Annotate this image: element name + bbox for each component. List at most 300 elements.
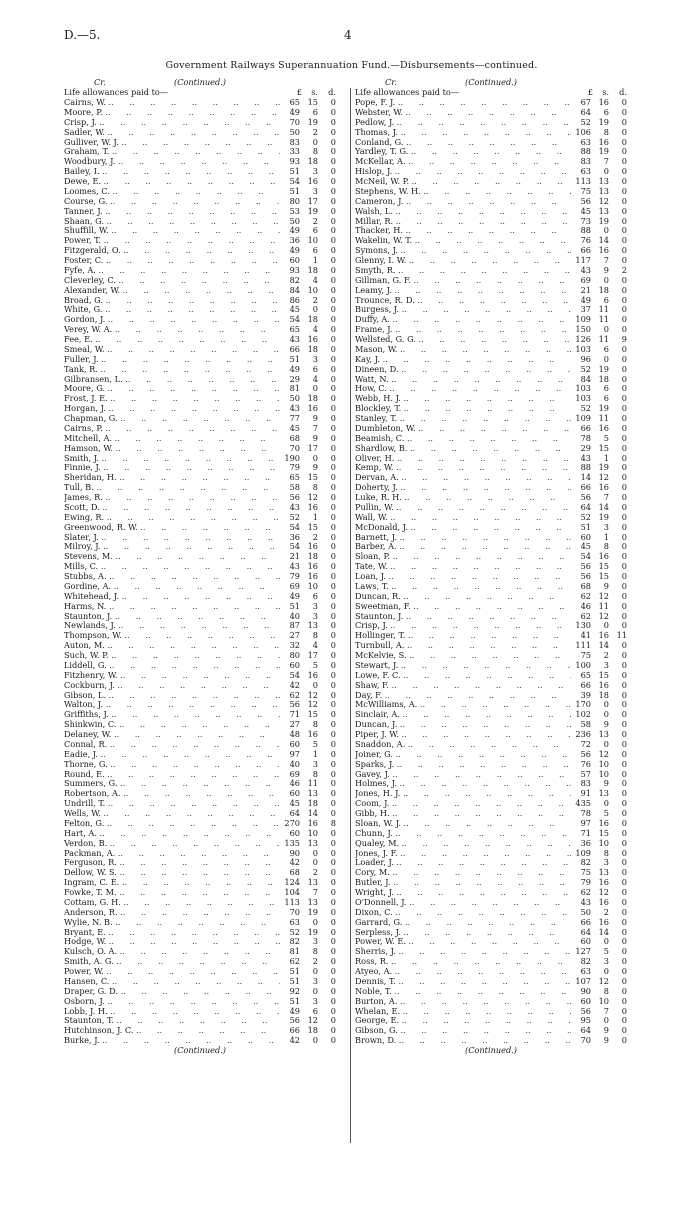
amount-pounds: 135 [280,839,300,849]
amount-pounds: 60 [571,533,591,543]
amount-shillings: 16 [598,877,609,888]
payee-name: Bailey, I. .. [64,167,280,177]
amount-pounds: 65 [280,98,300,108]
table-row [355,937,645,947]
payee-name: Hart, A. .. [64,829,280,839]
table-row [355,523,645,533]
amount-shillings: 9 [603,1025,609,1036]
amount-pounds: 45 [280,799,300,809]
amount-pounds: 60 [280,789,300,799]
amount-pence: 0 [330,1025,336,1036]
column-footer [64,1046,354,1056]
amount-pounds: 130 [571,621,591,631]
amount-shillings: 16 [598,679,609,690]
amount-shillings: 18 [307,551,318,562]
amount-pounds: 51 [571,523,591,533]
table-row [64,621,354,631]
table-row [355,98,645,108]
amount-pence: 0 [330,166,336,177]
amount-pence: 0 [621,778,627,789]
table-row [355,345,645,355]
amount-pence: 0 [621,551,627,562]
amount-pence: 0 [621,1025,627,1036]
payee-name: Scott, D. .. [64,503,280,513]
continued-footer: (Continued.) [174,1045,226,1055]
amount-pounds: 113 [571,177,591,187]
amount-pounds: 43 [280,503,300,513]
amount-shillings: 0 [312,985,318,996]
payee-name: O'Donnell, J. .. [355,898,571,908]
amount-shillings: 5 [312,659,318,670]
amount-pounds: 190 [280,454,300,464]
amount-shillings: 11 [598,334,609,344]
amount-pounds: 104 [280,888,300,898]
amount-pounds: 87 [280,621,300,631]
table-row [64,928,354,938]
table-row [355,691,645,701]
amount-shillings: 19 [598,462,609,473]
amount-pence: 0 [621,422,627,433]
amount-pounds: 43 [280,562,300,572]
amount-pence: 0 [330,442,336,453]
amount-pence: 0 [621,975,627,986]
amount-pence: 0 [330,936,336,947]
amount-pounds: 88 [571,226,591,236]
amount-pence: 0 [330,304,336,315]
amount-pounds: 36 [571,839,591,849]
amount-pounds: 71 [571,829,591,839]
table-row [355,977,645,987]
amount-pence: 0 [330,946,336,957]
table-row [64,138,354,148]
amount-pounds: 14 [571,473,591,483]
payee-name: Thompson, W. .. [64,631,280,641]
amount-shillings: 13 [598,185,609,196]
table-row [355,533,645,543]
amount-pounds: 63 [571,967,591,977]
amount-pounds: 83 [571,157,591,167]
amount-pence: 0 [621,106,627,117]
amount-shillings: 0 [603,353,609,364]
amount-pounds: 62 [280,957,300,967]
page-number: 4 [344,28,352,42]
amount-pence: 0 [330,106,336,117]
amount-pounds: 109 [571,414,591,424]
amount-pence: 0 [330,590,336,601]
amount-shillings: 15 [307,472,318,483]
amount-shillings: 1 [312,511,318,522]
table-row [64,266,354,276]
payee-name: Sloan, P. .. [355,552,571,562]
table-row [64,602,354,612]
amount-pounds: 42 [280,858,300,868]
amount-shillings: 16 [307,334,318,344]
amount-pence: 0 [621,926,627,937]
payee-name: Connal, R. .. [64,740,280,750]
amount-shillings: 10 [598,995,609,1006]
amount-pounds: 71 [280,710,300,720]
amount-pounds: 81 [280,947,300,957]
amount-pence: 0 [330,748,336,759]
table-row [64,345,354,355]
amount-pounds: 102 [571,710,591,720]
table-row [355,612,645,622]
payee-name: George, E. .. [355,1016,571,1026]
table-row [355,651,645,661]
amount-shillings: 3 [312,975,318,986]
payee-name: Hutchinson, J. C. .. [64,1026,280,1036]
amount-shillings: 12 [307,689,318,700]
amount-shillings: 12 [598,610,609,621]
document-reference: D.—5. [64,28,101,42]
amount-pence: 0 [621,146,627,157]
amount-shillings: 9 [603,1035,609,1046]
amount-shillings: 18 [598,284,609,295]
amount-pounds: 51 [280,977,300,987]
payee-name: Thomas, J. .. [355,128,571,138]
payee-name: Stevens, M. .. [64,552,280,562]
amount-shillings: 16 [598,551,609,562]
amount-pence: 0 [621,215,627,226]
table-row [355,928,645,938]
amount-pence: 0 [621,867,627,878]
amount-shillings: 8 [312,630,318,641]
amount-pence: 0 [621,808,627,818]
amount-pence: 0 [330,373,336,384]
amount-shillings: 0 [603,709,609,720]
amount-pence: 0 [330,827,336,838]
amount-pence: 0 [330,877,336,888]
amount-pounds: 66 [280,345,300,355]
amount-shillings: 12 [598,472,609,483]
payee-name: Butler, J. .. [355,878,571,888]
amount-pounds: 96 [571,355,591,365]
table-row [355,730,645,740]
amount-pence: 0 [621,640,627,651]
payee-name: Blockley, T. .. [355,404,571,414]
table-row [355,384,645,394]
amount-pence: 11 [616,630,627,641]
table-row [64,365,354,375]
amount-pence: 0 [621,442,627,453]
payee-name: White, G. .. [64,305,280,315]
amount-pence: 0 [330,640,336,651]
payee-name: Shinkwin, C. .. [64,720,280,730]
amount-pence: 0 [621,255,627,265]
payee-name: Harms, N. .. [64,602,280,612]
amount-pence: 0 [330,531,336,542]
table-row [64,375,354,385]
payee-name: Hodge, W. .. [64,937,280,947]
amount-pence: 0 [621,462,627,473]
amount-pence: 0 [330,482,336,493]
amount-pounds: 49 [280,226,300,236]
table-row [64,296,354,306]
amount-pence: 0 [330,245,336,256]
amount-pounds: 56 [571,562,591,572]
table-row [64,592,354,602]
payee-name: Burgess, J. .. [355,305,571,315]
payee-name: Oliver, H. .. [355,454,571,464]
table-row [64,217,354,227]
amount-shillings: 3 [312,185,318,196]
amount-shillings: 0 [603,798,609,809]
amount-shillings: 6 [312,590,318,601]
amount-pence: 0 [621,1005,627,1016]
amount-pence: 0 [621,482,627,493]
pounds-header: £ [296,87,302,97]
amount-shillings: 19 [598,511,609,522]
amount-pence: 0 [330,185,336,196]
amount-shillings: 15 [307,709,318,720]
amount-pence: 0 [621,956,627,967]
amount-pence: 0 [621,452,627,463]
table-row [355,957,645,967]
amount-shillings: 0 [603,1015,609,1026]
amount-pounds: 54 [280,523,300,533]
amount-pounds: 60 [280,829,300,839]
amount-shillings: 1 [312,255,318,265]
amount-pence: 0 [621,827,627,838]
amount-shillings: 11 [598,304,609,315]
table-row [355,483,645,493]
amount-pence: 0 [621,600,627,611]
amount-pounds: 83 [571,779,591,789]
amount-pence: 0 [330,956,336,967]
table-row [355,947,645,957]
amount-shillings: 3 [312,353,318,364]
amount-shillings: 5 [603,432,609,443]
amount-pounds: 91 [571,789,591,799]
amount-shillings: 11 [598,314,609,325]
amount-shillings: 13 [307,877,318,888]
amount-pounds: 56 [280,493,300,503]
payee-name: Round, E. .. [64,770,280,780]
amount-pounds: 41 [571,631,591,641]
payee-name: Jones, H. J. .. [355,789,571,799]
amount-pounds: 107 [571,977,591,987]
amount-shillings: 1 [603,452,609,463]
pounds-header: £ [587,87,593,97]
amount-pounds: 76 [571,760,591,770]
payee-name: Gibb, H. .. [355,809,571,819]
table-row [355,1026,645,1036]
payee-name: Sadler, W. .. [64,128,280,138]
payee-name: McKellar, A. .. [355,157,571,167]
amount-shillings: 0 [312,857,318,868]
payee-name: Dewe, E. .. [64,177,280,187]
amount-shillings: 9 [312,462,318,473]
amount-pounds: 109 [571,849,591,859]
amount-pence: 0 [330,501,336,512]
amount-shillings: 8 [603,126,609,137]
payee-name: Trounce, R. D. .. [355,296,571,306]
amount-shillings: 16 [307,501,318,512]
amount-pounds: 54 [571,552,591,562]
amount-pence: 0 [621,650,627,660]
amount-pounds: 45 [571,207,591,217]
amount-pence: 0 [330,600,336,611]
amount-pounds: 37 [571,305,591,315]
amount-shillings: 9 [312,432,318,443]
amount-pence: 0 [621,857,627,868]
amount-shillings: 18 [307,393,318,404]
amount-shillings: 4 [312,640,318,651]
payee-name: McDonald, J. .. [355,523,571,533]
amount-shillings: 3 [312,758,318,769]
amount-pounds: 77 [280,414,300,424]
amount-pence: 0 [621,620,627,631]
table-row [355,147,645,157]
amount-pence: 0 [330,413,336,423]
amount-pence: 0 [330,916,336,927]
amount-shillings: 15 [598,827,609,838]
table-row [64,671,354,681]
amount-pounds: 64 [571,503,591,513]
payee-name: Staunton, J. .. [355,612,571,622]
amount-pounds: 52 [571,118,591,128]
amount-pounds: 51 [280,967,300,977]
amount-pounds: 51 [280,602,300,612]
amount-pounds: 86 [280,296,300,306]
amount-pence: 0 [330,136,336,147]
amount-shillings: 19 [598,363,609,374]
payee-name: Delaney, W. .. [64,730,280,740]
amount-pence: 0 [330,97,336,107]
payee-name: Gillman, G. F. .. [355,276,571,286]
amount-shillings: 18 [307,343,318,354]
amount-pence: 0 [330,472,336,483]
amount-pounds: 67 [571,98,591,108]
amount-pounds: 50 [280,217,300,227]
table-row [64,118,354,128]
amount-pounds: 100 [571,661,591,671]
payee-name: Webster, W. .. [355,108,571,118]
amount-pence: 0 [330,689,336,700]
table-row [355,424,645,434]
amount-shillings: 2 [312,126,318,137]
payee-name: Ross, R. .. [355,957,571,967]
amount-pounds: 117 [571,256,591,266]
amount-pence: 0 [621,896,627,907]
amount-pounds: 109 [571,315,591,325]
payee-name: Stephens, W. H. .. [355,187,571,197]
payee-name: Smith, A. G. .. [64,957,280,967]
table-row [64,404,354,414]
amount-pounds: 40 [280,760,300,770]
table-row [64,760,354,770]
amount-shillings: 12 [598,195,609,206]
payee-name: Gavey, J. .. [355,770,571,780]
payee-name: Fitzhenry, W. .. [64,671,280,681]
amount-pounds: 65 [280,473,300,483]
amount-pounds: 103 [571,384,591,394]
payee-name: Moore, P. .. [64,108,280,118]
amount-shillings: 17 [307,442,318,453]
amount-pounds: 52 [571,513,591,523]
payee-name: Thacker, H. .. [355,226,571,236]
column-footer [355,1046,645,1056]
payee-name: Fowke, T. M. .. [64,888,280,898]
amount-shillings: 15 [598,669,609,680]
amount-pence: 0 [330,1035,336,1046]
payee-name: Sparks, J. .. [355,760,571,770]
amount-shillings: 12 [598,748,609,759]
amount-shillings: 13 [307,788,318,799]
amount-pence: 0 [621,294,627,305]
amount-pounds: 33 [280,147,300,157]
table-row [355,799,645,809]
table-row [355,118,645,128]
amount-shillings: 10 [307,284,318,295]
amount-pounds: 27 [280,720,300,730]
amount-shillings: 18 [307,156,318,167]
amount-pounds: 62 [571,888,591,898]
payee-name: Pedlow, J. .. [355,118,571,128]
amount-shillings: 6 [312,363,318,374]
amount-pounds: 236 [571,730,591,740]
left-table-body [64,98,354,1046]
amount-shillings: 14 [598,501,609,512]
amount-shillings: 0 [312,383,318,394]
table-row [355,839,645,849]
amount-shillings: 6 [603,393,609,404]
amount-pounds: 88 [571,147,591,157]
amount-shillings: 19 [307,116,318,127]
amount-pounds: 80 [280,651,300,661]
amount-shillings: 4 [312,373,318,384]
payee-name: Kay, J. .. [355,355,571,365]
amount-shillings: 0 [603,966,609,976]
table-row [64,631,354,641]
table-row [355,266,645,276]
table-row [64,710,354,720]
amount-pounds: 51 [280,187,300,197]
payee-name: Laws, T. .. [355,582,571,592]
amount-pounds: 54 [280,177,300,187]
amount-pence: 0 [621,156,627,167]
payee-name: Finnie, J. .. [64,463,280,473]
amount-pounds: 32 [280,641,300,651]
amount-pounds: 69 [571,276,591,286]
amount-pounds: 49 [571,296,591,306]
amount-pence: 0 [621,906,627,917]
amount-pounds: 66 [571,424,591,434]
table-row [64,750,354,760]
amount-pounds: 76 [571,236,591,246]
table-row [64,246,354,256]
table-row [355,849,645,859]
payee-name: Whitehead, J. .. [64,592,280,602]
amount-pence: 0 [330,452,336,463]
table-row [64,878,354,888]
amount-shillings: 4 [312,324,318,335]
amount-pounds: 82 [571,957,591,967]
payee-name: Such, W. P. .. [64,651,280,661]
table-row [355,286,645,296]
payee-name: Cairns, W. .. [64,98,280,108]
amount-pence: 0 [330,985,336,996]
amount-shillings: 6 [603,343,609,354]
amount-pence: 0 [330,699,336,710]
payee-name: Piper, J. W. .. [355,730,571,740]
payee-name: Gibson, L. .. [64,691,280,701]
amount-shillings: 2 [603,650,609,660]
amount-pounds: 103 [571,394,591,404]
amount-pence: 0 [621,946,627,957]
payee-name: Duncan, R. .. [355,592,571,602]
amount-shillings: 13 [307,896,318,907]
